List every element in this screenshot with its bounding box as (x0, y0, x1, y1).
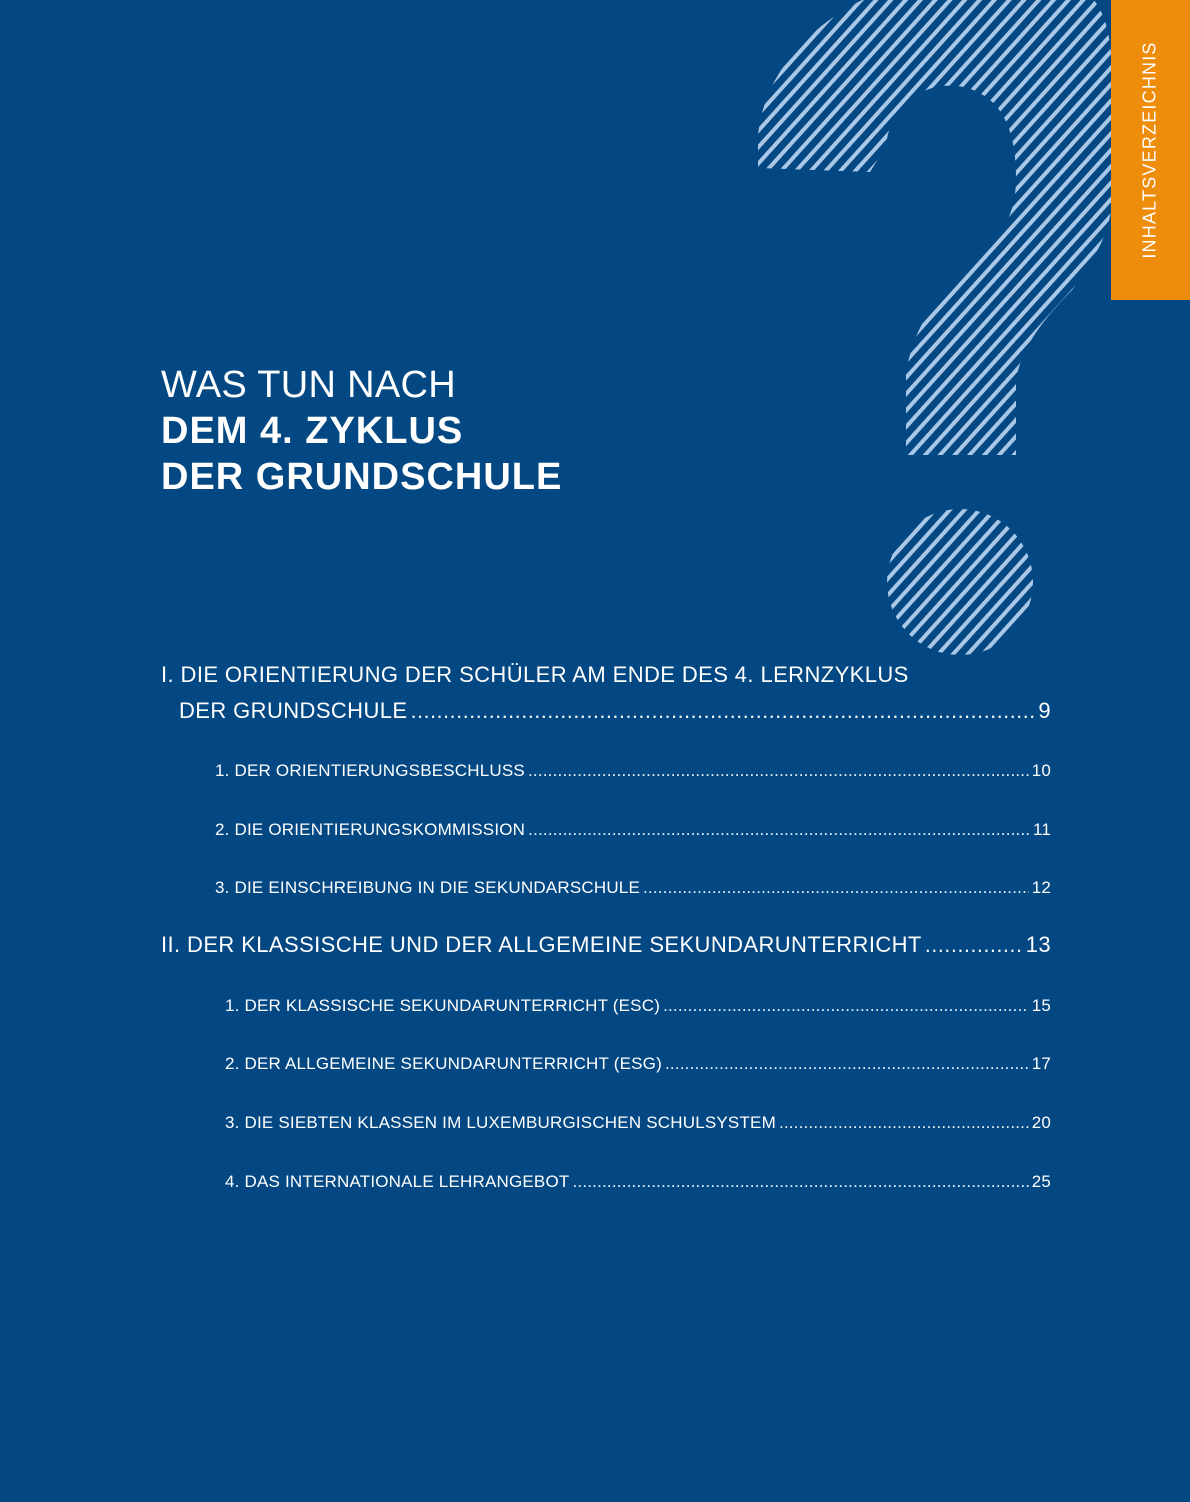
toc-leader-dots (410, 698, 1035, 724)
toc-item[interactable] (215, 761, 1051, 781)
toc-item-label: 4. DAS INTERNATIONALE LEHRANGEBOT (225, 1172, 570, 1191)
toc-item-label: 2. DIE ORIENTIERUNGSKOMMISSION (215, 820, 526, 839)
toc-leader-dots (925, 932, 1023, 958)
toc-section-2-entry[interactable] (161, 932, 1051, 958)
toc-section-1-heading[interactable]: I. DIE ORIENTIERUNG DER SCHÜLER AM ENDE DES 4. LERNZYKLUS (161, 662, 909, 687)
toc-leader-dots (663, 996, 1029, 1016)
toc-page-number: 25 (1031, 1172, 1051, 1191)
toc-page-number: 9 (1038, 698, 1051, 723)
toc-item[interactable] (225, 996, 1051, 1016)
toc-item-label: 3. DIE EINSCHREIBUNG IN DIE SEKUNDARSCHULE (215, 878, 640, 897)
toc-section-1-entry[interactable] (179, 698, 1051, 724)
title-line-2: DEM 4. ZYKLUS (161, 410, 464, 452)
title-line-1: WAS TUN NACH (161, 364, 456, 406)
toc-leader-dots (528, 820, 1030, 840)
page-title (161, 362, 562, 500)
toc-page-number: 11 (1032, 820, 1051, 839)
tab-label: INHALTSVERZEICHNIS (1139, 41, 1160, 259)
toc-item[interactable] (215, 878, 1051, 898)
toc-leader-dots (643, 878, 1029, 898)
toc-page-number: 20 (1031, 1113, 1051, 1132)
toc-item[interactable] (215, 820, 1051, 840)
toc-item-label: 3. DIE SIEBTEN KLASSEN IM LUXEMBURGISCHEN SCHULSYSTEM (225, 1113, 776, 1132)
toc-leader-dots (528, 761, 1029, 781)
toc-leader-dots (572, 1172, 1028, 1192)
toc-page-number: 15 (1031, 996, 1051, 1015)
section-tab[interactable] (1111, 0, 1190, 300)
toc-page-number: 12 (1031, 878, 1051, 897)
toc-page-number: 17 (1031, 1054, 1051, 1073)
toc-item[interactable] (225, 1172, 1051, 1192)
toc-page-number: 13 (1025, 932, 1051, 957)
toc-item-label: 1. DER ORIENTIERUNGSBESCHLUSS (215, 761, 525, 780)
toc-item[interactable] (225, 1054, 1051, 1074)
toc-leader-dots (665, 1054, 1029, 1074)
toc-item[interactable] (225, 1113, 1051, 1133)
question-mark-hatched-icon (740, 0, 1120, 660)
toc-leader-dots (779, 1113, 1029, 1133)
toc-section-1-label: DER GRUNDSCHULE (179, 698, 408, 723)
toc-item-label: 1. DER KLASSISCHE SEKUNDARUNTERRICHT (ESC) (225, 996, 661, 1015)
toc-page-number: 10 (1031, 761, 1051, 780)
toc-section-2-label: II. DER KLASSISCHE UND DER ALLGEMEINE SEKUNDARUNTERRICHT (161, 932, 922, 957)
toc-item-label: 2. DER ALLGEMEINE SEKUNDARUNTERRICHT (ESG) (225, 1054, 662, 1073)
title-line-3: DER GRUNDSCHULE (161, 456, 563, 498)
